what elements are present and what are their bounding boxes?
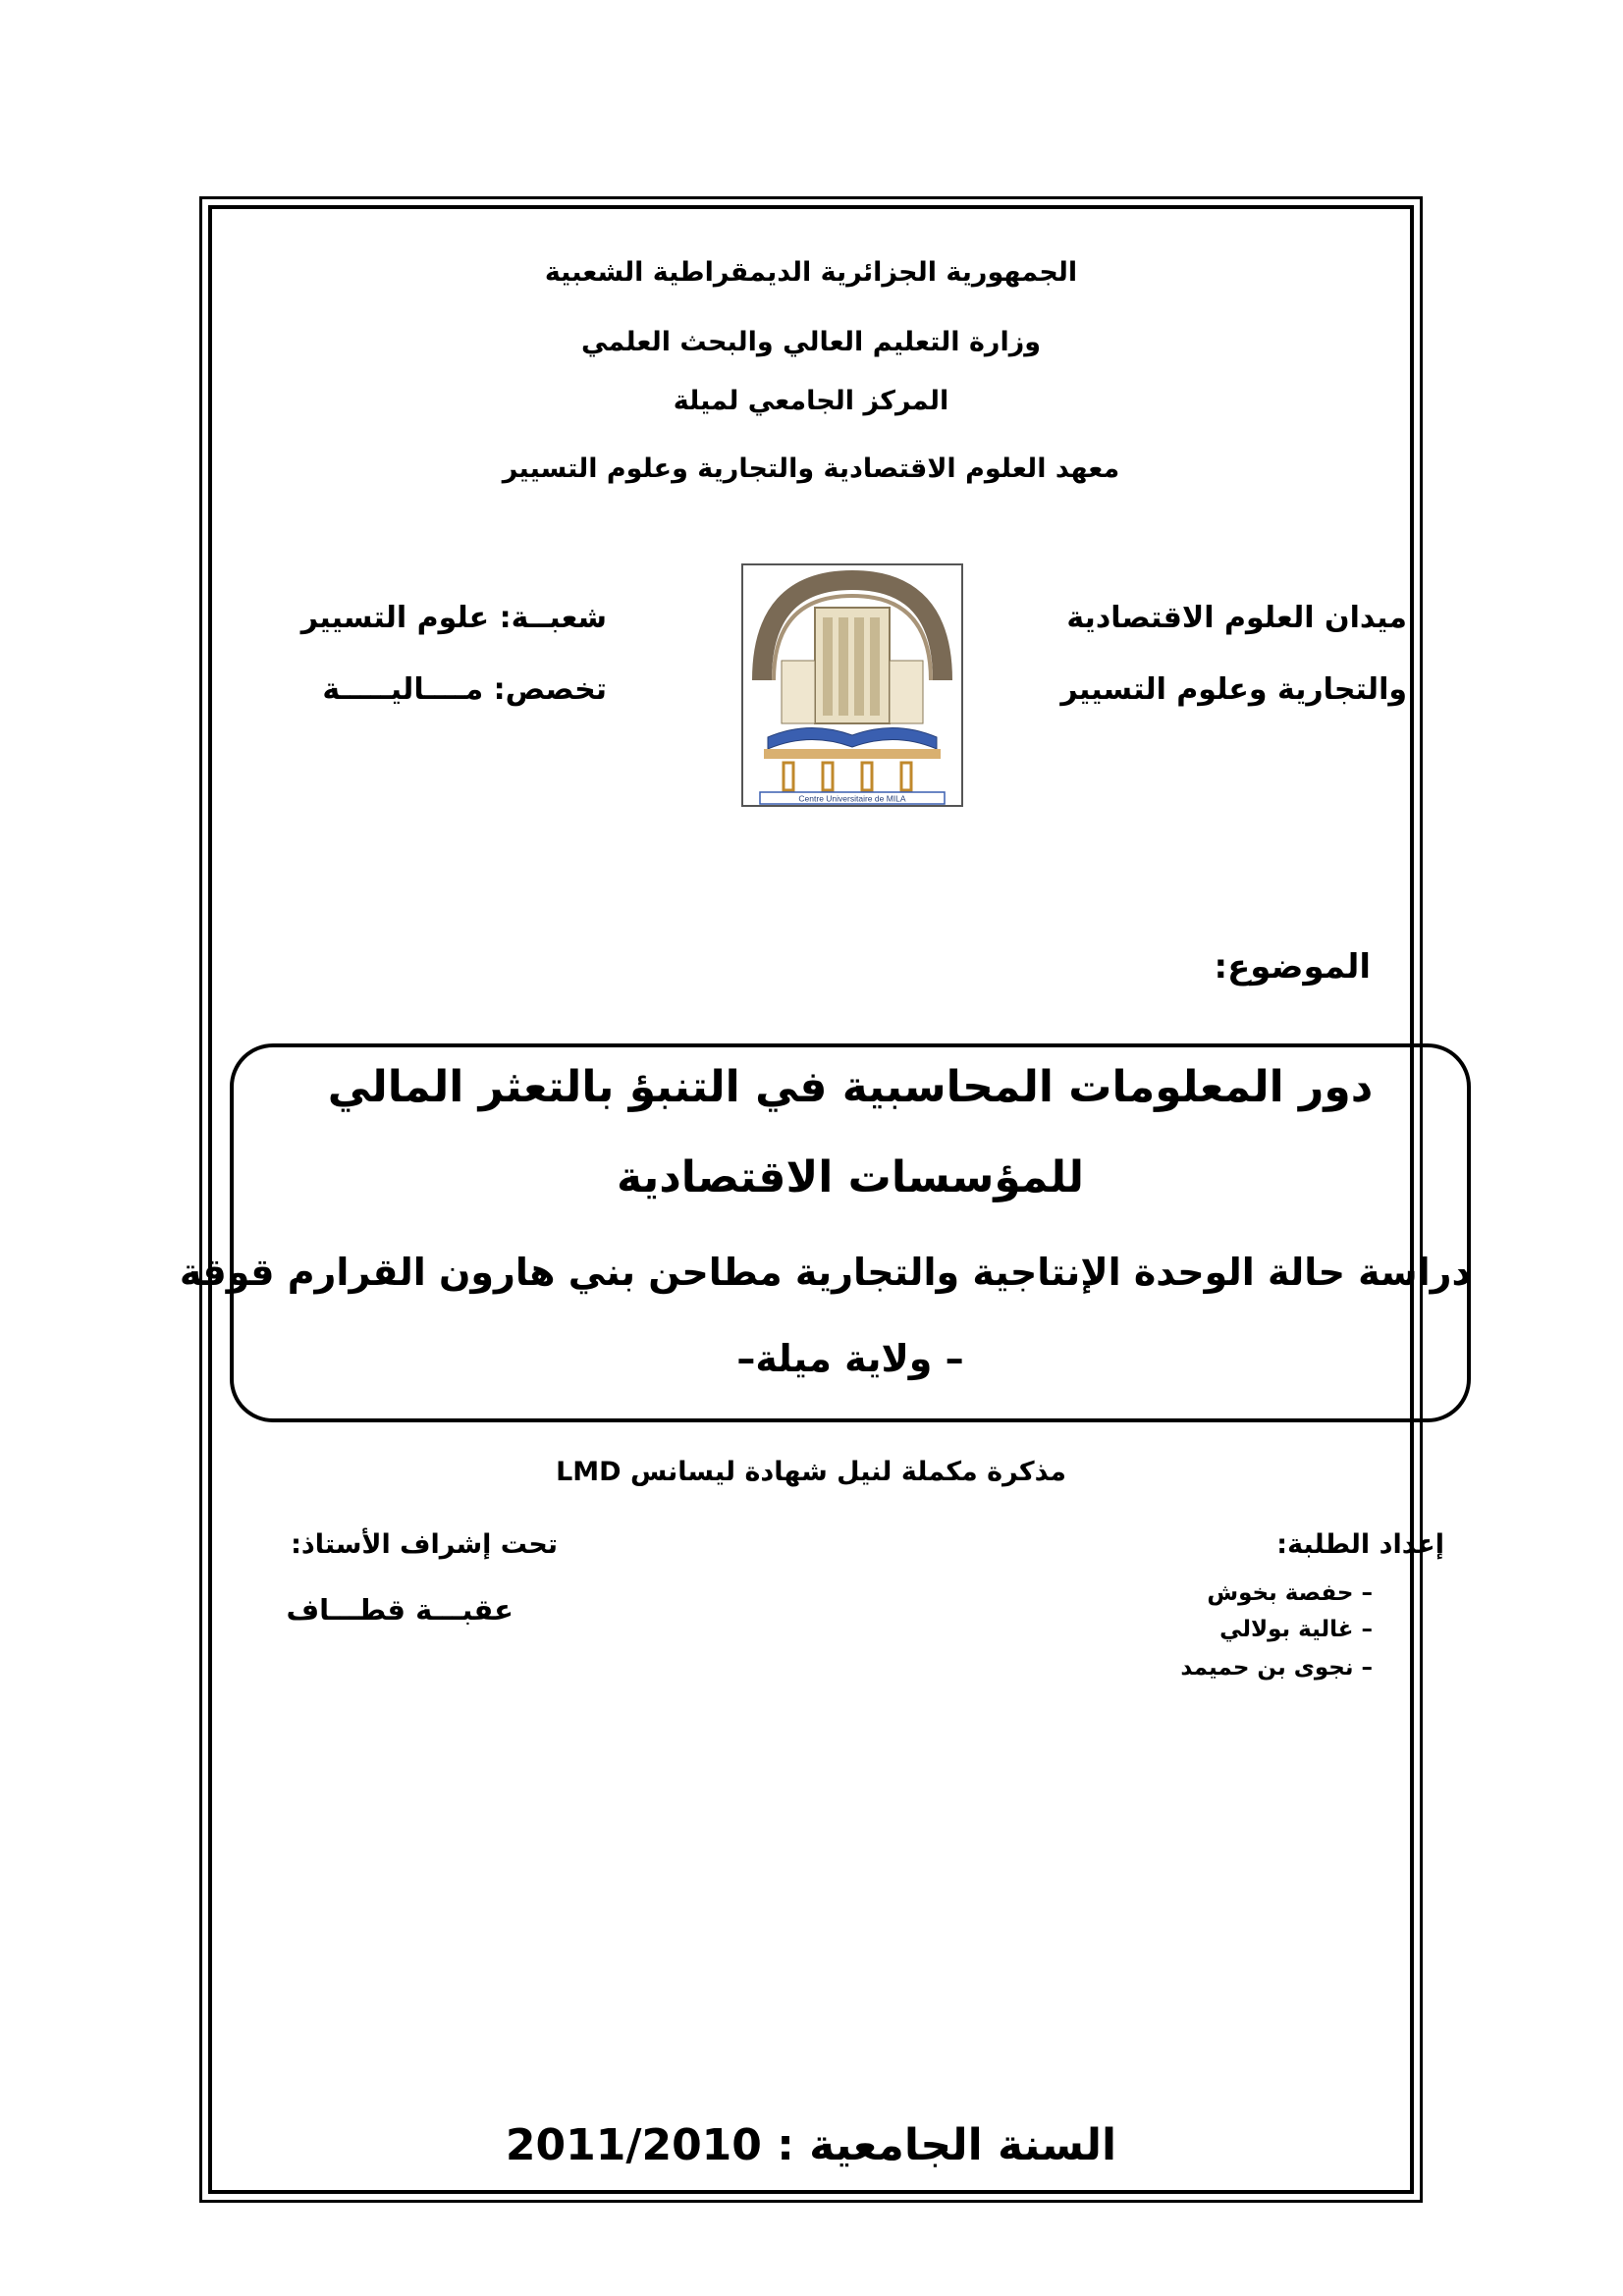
thesis-title-line1: دور المعلومات المحاسبية في التنبؤ بالتعثر المالي xyxy=(327,1062,1374,1112)
thesis-title-line2: للمؤسسات الاقتصادية xyxy=(617,1152,1084,1202)
branch-label: شعبــة: علوم التسيير xyxy=(300,601,607,635)
header-republic: الجمهورية الجزائرية الديمقراطية الشعبية xyxy=(544,257,1078,288)
field-line1: ميدان العلوم الاقتصادية xyxy=(1066,601,1407,635)
student-name-3: – نجوى بن حميمد xyxy=(1180,1655,1373,1681)
header-center: المركز الجامعي لميلة xyxy=(673,386,949,416)
header-institute: معهد العلوم الاقتصادية والتجارية وعلوم التسيير xyxy=(502,454,1120,484)
supervisor-label: تحت إشراف الأستاذ: xyxy=(291,1529,558,1560)
logo-caption: Centre Universitaire de MILA xyxy=(798,793,906,804)
case-study-line1: دراسة حالة الوحدة الإنتاجية والتجارية مطاحن بني هارون القرارم قوقة xyxy=(179,1251,1471,1294)
memo-degree: مذكرة مكملة لنيل شهادة ليسانس LMD xyxy=(556,1457,1066,1487)
student-name-1: – حفصة بخوش xyxy=(1207,1580,1373,1606)
student-name-2: – غالية بولالي xyxy=(1219,1617,1373,1642)
university-building-logo-icon xyxy=(740,562,964,808)
subject-label: الموضوع: xyxy=(1214,947,1371,987)
case-study-line2: – ولاية ميلة– xyxy=(736,1337,964,1380)
academic-year: السنة الجامعية : 2011/2010 xyxy=(505,2120,1117,2170)
field-line2: والتجارية وعلوم التسيير xyxy=(1060,672,1407,707)
header-ministry: وزارة التعليم العالي والبحث العلمي xyxy=(580,327,1042,357)
university-logo xyxy=(740,562,964,808)
students-label: إعداد الطلبة: xyxy=(1276,1529,1444,1560)
supervisor-name: عقبـــة قطـــاف xyxy=(286,1593,514,1627)
specialty-label: تخصص: مــــاليـــــة xyxy=(322,672,607,707)
